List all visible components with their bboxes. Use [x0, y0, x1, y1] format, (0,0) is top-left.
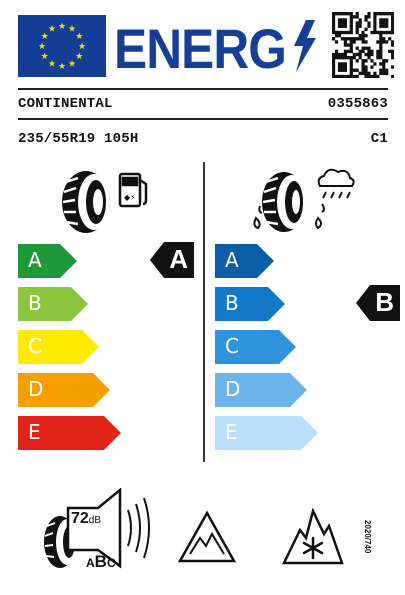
- three-peak-mountain-snowflake-icon: [282, 508, 344, 566]
- wet-bar-a: A: [215, 244, 275, 278]
- fuel-bar-d: D: [18, 373, 111, 407]
- fuel-bar-e: E: [18, 416, 122, 450]
- eu-star-icon: ★: [75, 31, 84, 41]
- eu-star-icon: ★: [67, 58, 77, 69]
- eu-star-icon: ★: [67, 23, 77, 34]
- wet-bar-d: D: [215, 373, 308, 407]
- top-divider: [18, 88, 388, 90]
- noise-class: ABC: [86, 552, 116, 571]
- noise-value: 72dB: [71, 510, 102, 527]
- wet-grip-icon: [250, 162, 360, 238]
- eu-star-icon: ★: [47, 23, 57, 34]
- energy-logo: [110, 16, 325, 76]
- tyre-class: C1: [370, 131, 388, 147]
- eu-star-icon: ★: [75, 51, 84, 61]
- sound-waves-icon: [128, 498, 149, 558]
- lightning-icon: [294, 20, 316, 72]
- wet-bar-b: B: [215, 287, 286, 321]
- energy-logo-text: ENERG: [114, 17, 286, 76]
- svg-text:◆⚡: ◆⚡: [124, 193, 136, 202]
- mountain-icon: [178, 510, 236, 564]
- fuel-bar-a: A: [18, 244, 78, 278]
- column-divider: [203, 162, 205, 462]
- eu-star-icon: ★: [40, 51, 49, 61]
- eu-stars-icon: [18, 15, 106, 77]
- wet-bar-e: E: [215, 416, 319, 450]
- eu-star-icon: ★: [57, 61, 67, 71]
- wet-bar-c: C: [215, 330, 297, 364]
- eu-star-icon: ★: [47, 58, 57, 69]
- model-identifier: 0355863: [327, 96, 388, 112]
- fuel-rating-badge: A: [150, 242, 194, 278]
- wet-grip-scale: [215, 244, 325, 454]
- tyre-icon: [262, 172, 307, 232]
- rain-cloud-icon: [319, 170, 354, 198]
- fuel-bar-c: C: [18, 330, 100, 364]
- eu-star-icon: ★: [57, 21, 67, 31]
- fuel-efficiency-icon: [60, 168, 160, 238]
- wet-grip-rating-badge: B: [356, 285, 400, 321]
- tyre-icon: [62, 171, 110, 233]
- eu-star-icon: ★: [37, 41, 47, 51]
- middle-divider: [18, 118, 388, 120]
- noise-section: [40, 488, 160, 578]
- eu-star-icon: ★: [40, 31, 49, 41]
- tyre-size-designation: 235/55R19 105H: [18, 131, 139, 147]
- qr-code[interactable]: [332, 12, 394, 78]
- eu-flag: [18, 15, 106, 77]
- fuel-bar-b: B: [18, 287, 89, 321]
- eu-star-icon: ★: [77, 41, 87, 51]
- regulation-number: 2020/740: [363, 520, 372, 554]
- supplier-name: CONTINENTAL: [18, 96, 113, 112]
